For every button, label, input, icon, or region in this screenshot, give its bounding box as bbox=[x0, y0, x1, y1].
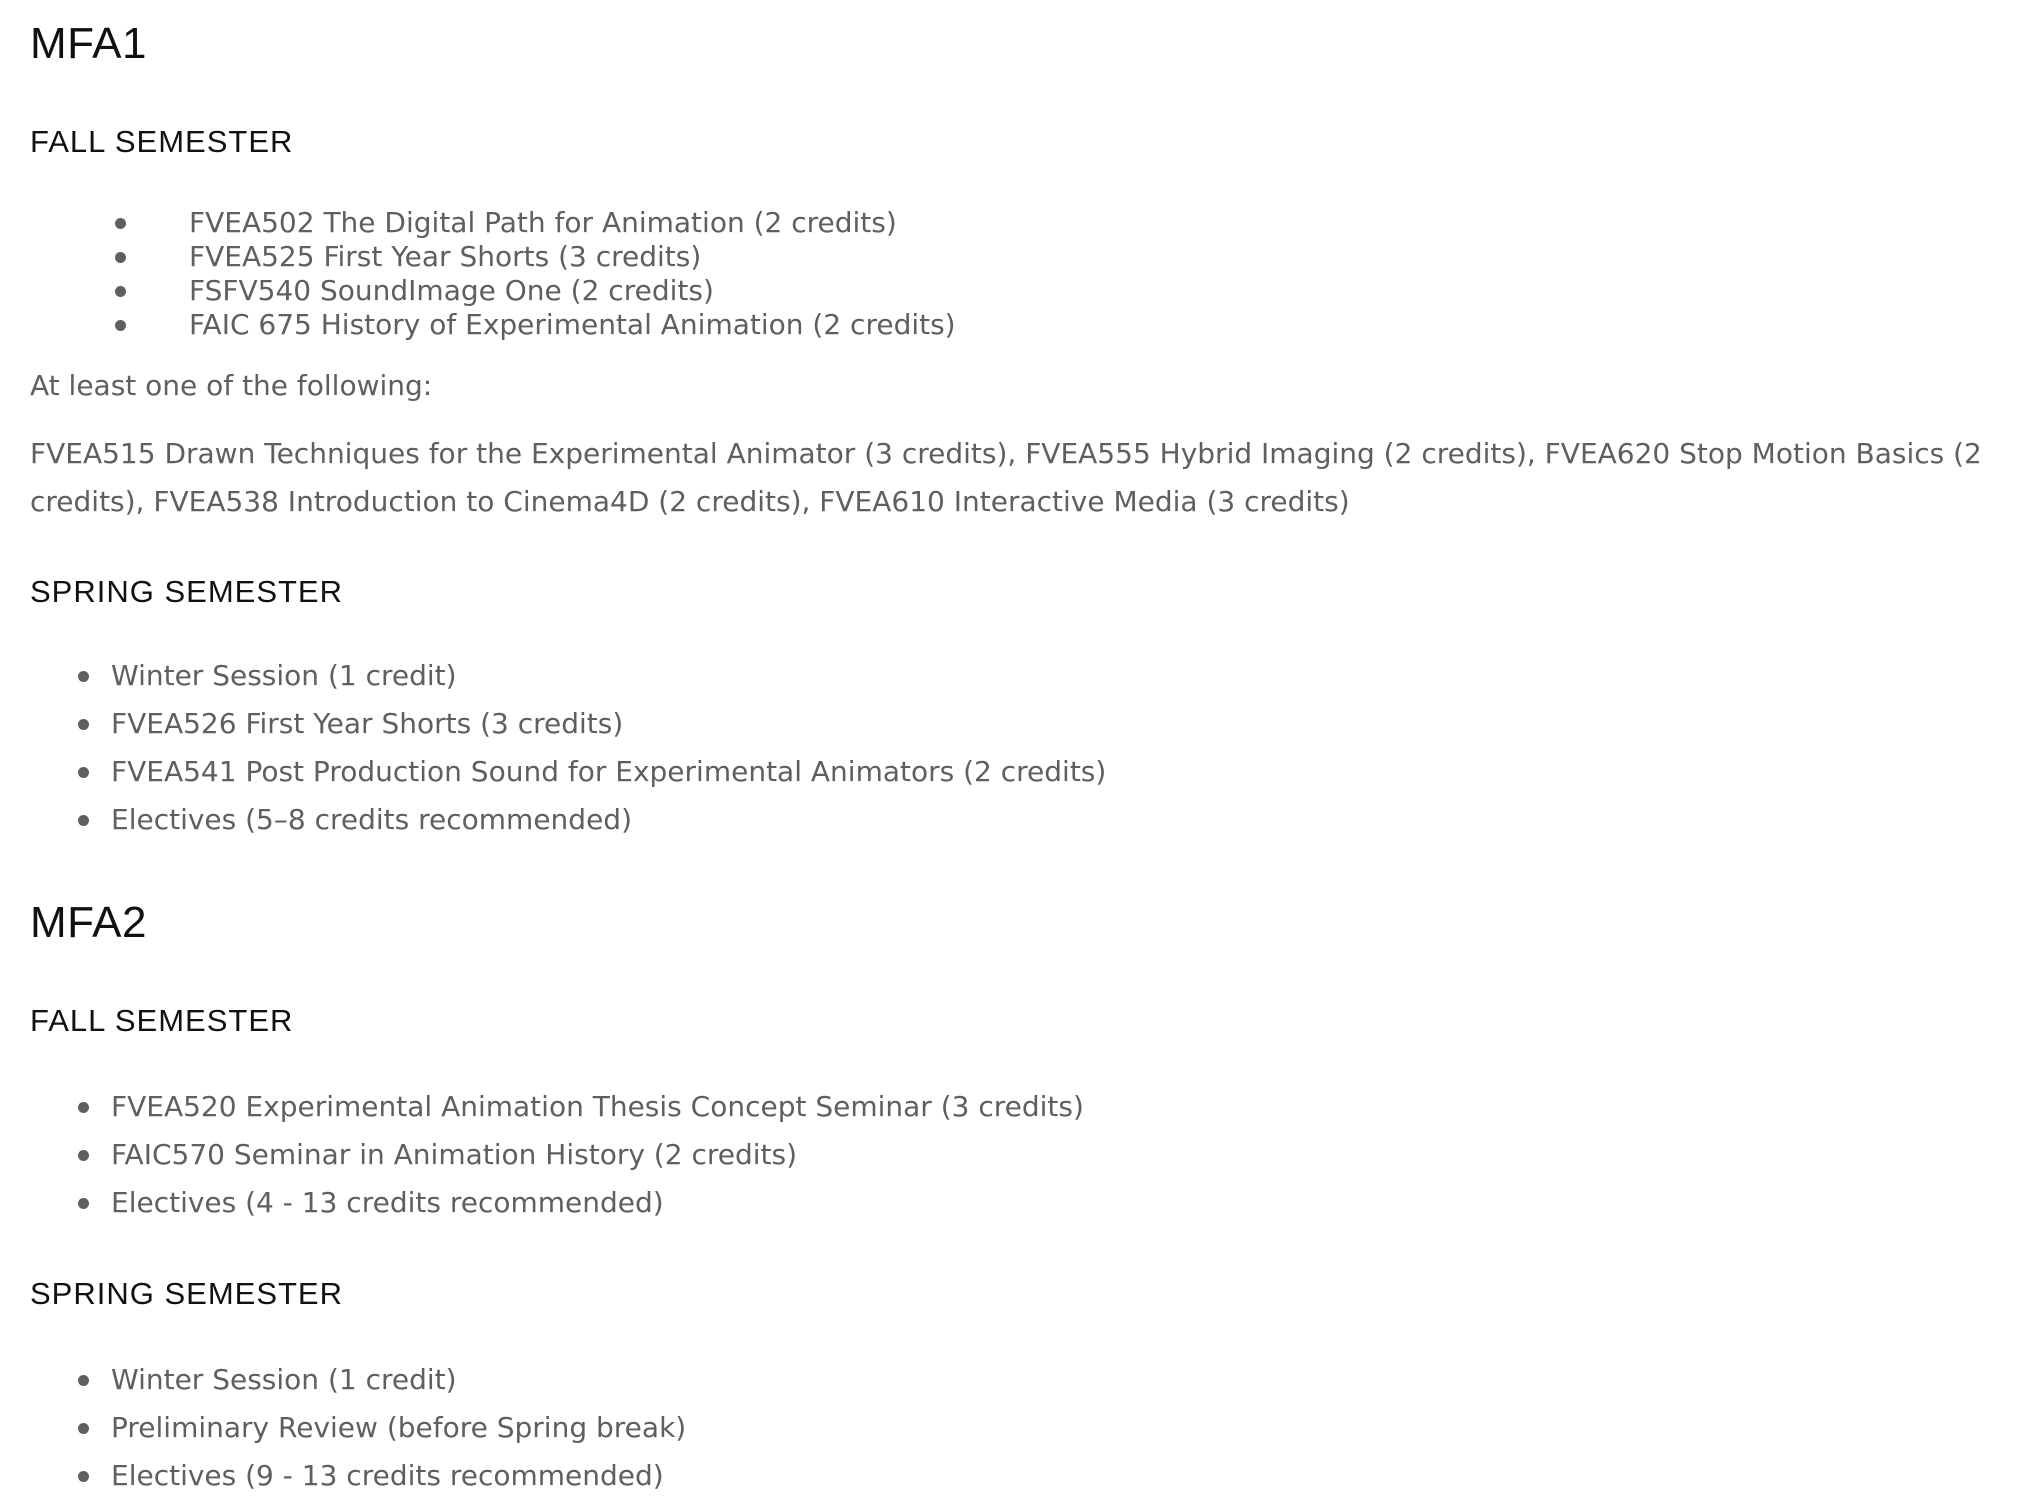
mfa2-spring-course-list bbox=[111, 1356, 686, 1500]
list-item bbox=[111, 1083, 1084, 1131]
list-item-text: FSFV540 SoundImage One (2 credits) bbox=[189, 274, 714, 307]
list-item-text: FVEA525 First Year Shorts (3 credits) bbox=[189, 240, 702, 273]
mfa1-fall-note: At least one of the following: bbox=[30, 369, 433, 402]
mfa2-fall-heading: FALL SEMESTER bbox=[30, 1003, 294, 1038]
list-item bbox=[111, 796, 1106, 844]
bullet-icon bbox=[115, 252, 126, 263]
list-item bbox=[189, 274, 956, 308]
list-item bbox=[111, 652, 1106, 700]
list-item-text: Winter Session (1 credit) bbox=[111, 659, 457, 692]
list-item bbox=[111, 1404, 686, 1452]
bullet-icon bbox=[78, 815, 89, 826]
list-item-text: FVEA526 First Year Shorts (3 credits) bbox=[111, 707, 624, 740]
bullet-icon bbox=[115, 320, 126, 331]
bullet-icon bbox=[78, 1375, 89, 1386]
bullet-icon bbox=[78, 671, 89, 682]
list-item-text: FVEA502 The Digital Path for Animation (2 credits) bbox=[189, 206, 897, 239]
list-item-text: FAIC570 Seminar in Animation History (2 credits) bbox=[111, 1138, 797, 1171]
list-item-text: FVEA541 Post Production Sound for Experimental Animators (2 credits) bbox=[111, 755, 1107, 788]
bullet-icon bbox=[115, 218, 126, 229]
bullet-icon bbox=[78, 1198, 89, 1209]
mfa1-fall-heading: FALL SEMESTER bbox=[30, 124, 294, 159]
bullet-icon bbox=[115, 286, 126, 297]
bullet-icon bbox=[78, 719, 89, 730]
list-item-text: Winter Session (1 credit) bbox=[111, 1363, 457, 1396]
list-item bbox=[111, 1179, 1084, 1227]
list-item bbox=[111, 700, 1106, 748]
mfa1-spring-course-list bbox=[111, 652, 1106, 844]
bullet-icon bbox=[78, 1102, 89, 1113]
mfa1-spring-heading: SPRING SEMESTER bbox=[30, 574, 343, 609]
list-item bbox=[189, 308, 956, 342]
list-item-text: Preliminary Review (before Spring break) bbox=[111, 1411, 687, 1444]
list-item bbox=[189, 206, 956, 240]
mfa2-fall-course-list bbox=[111, 1083, 1084, 1227]
mfa1-title: MFA1 bbox=[30, 19, 147, 68]
list-item-text: Electives (4 - 13 credits recommended) bbox=[111, 1186, 664, 1219]
bullet-icon bbox=[78, 1423, 89, 1434]
list-item-text: FVEA520 Experimental Animation Thesis Concept Seminar (3 credits) bbox=[111, 1090, 1084, 1123]
list-item bbox=[111, 1356, 686, 1404]
list-item-text: Electives (5–8 credits recommended) bbox=[111, 803, 632, 836]
list-item-text: FAIC 675 History of Experimental Animation (2 credits) bbox=[189, 308, 956, 341]
list-item bbox=[111, 1452, 686, 1500]
mfa2-spring-heading: SPRING SEMESTER bbox=[30, 1276, 343, 1311]
list-item-text: Electives (9 - 13 credits recommended) bbox=[111, 1459, 664, 1492]
list-item bbox=[189, 240, 956, 274]
mfa1-fall-course-list bbox=[189, 206, 956, 342]
mfa1-fall-options: FVEA515 Drawn Techniques for the Experimental Animator (3 credits), FVEA555 Hybrid Imaging (2 credits), FVEA620 Stop Motion Basics (2 credits), FVEA538 Introduction to Cinema4D (2 credits), FVEA610 Interactive Media (3 credits) bbox=[30, 437, 1982, 518]
list-item bbox=[111, 1131, 1084, 1179]
mfa2-title: MFA2 bbox=[30, 898, 147, 947]
list-item bbox=[111, 748, 1106, 796]
bullet-icon bbox=[78, 1471, 89, 1482]
bullet-icon bbox=[78, 767, 89, 778]
bullet-icon bbox=[78, 1150, 89, 1161]
